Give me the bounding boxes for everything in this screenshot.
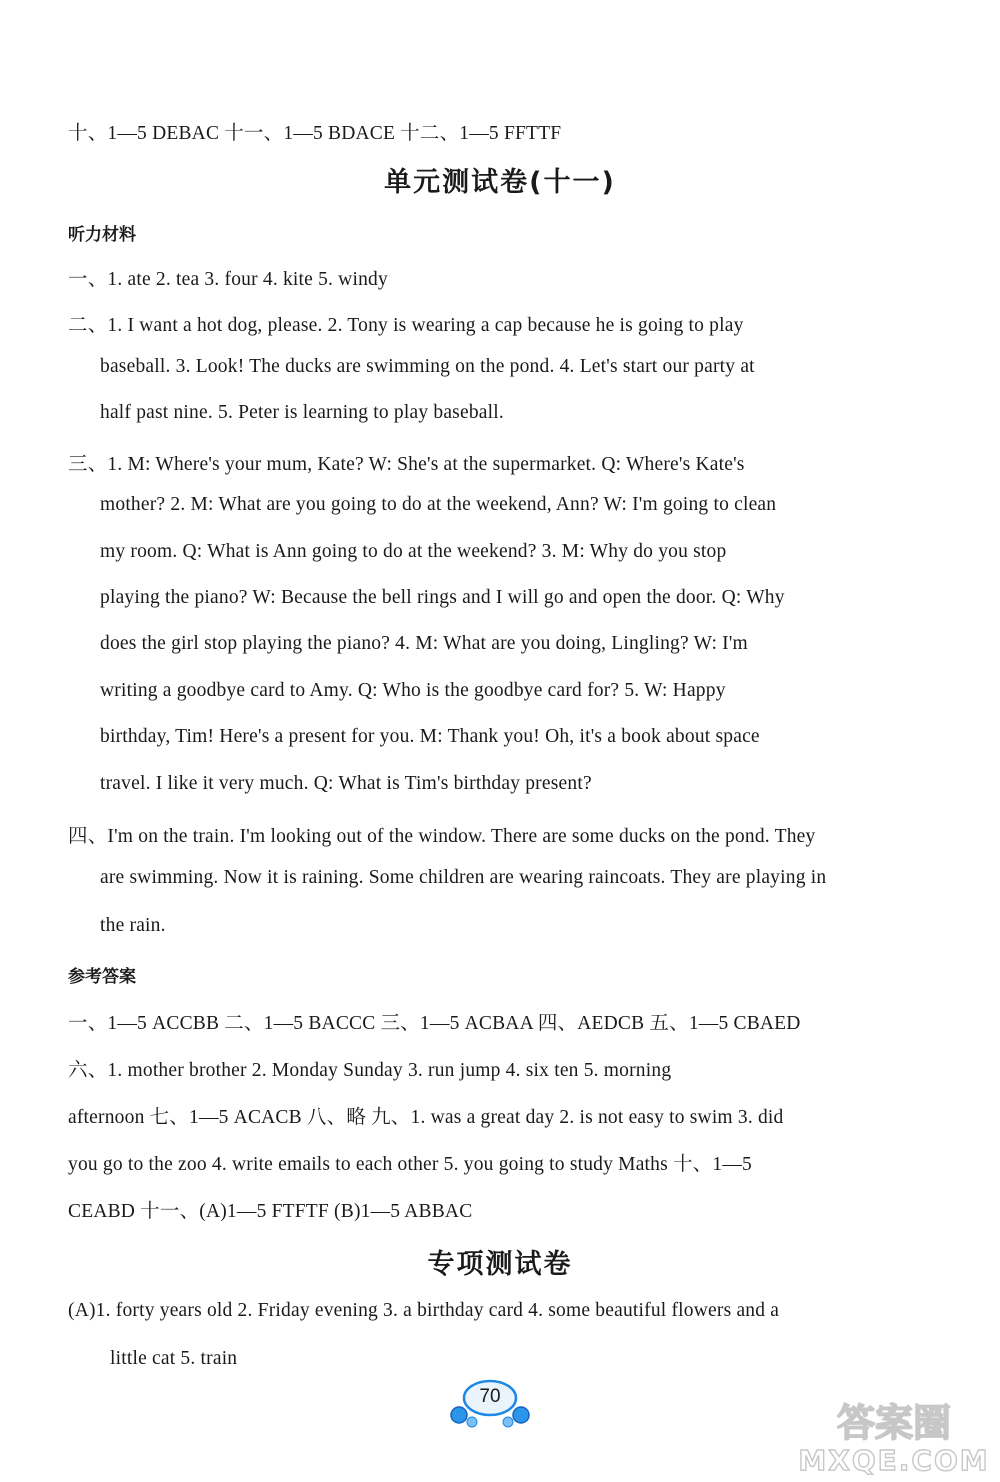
listening-line-7: my room. Q: What is Ann going to do at the weekend? 3. M: Why do you stop bbox=[100, 541, 727, 562]
listening-line-13: 四、I'm on the train. I'm looking out of the window. There are some ducks on the pond. They bbox=[68, 826, 816, 847]
watermark-chinese: 答案圈 bbox=[836, 1401, 952, 1445]
subheading-reference-answers: 参考答案 bbox=[68, 967, 136, 987]
listening-line-4: half past nine. 5. Peter is learning to play baseball. bbox=[100, 402, 504, 423]
listening-line-15: the rain. bbox=[100, 915, 166, 936]
answers-line-3: afternoon 七、1—5 ACACB 八、略 九、1. was a great day 2. is not easy to swim 3. did bbox=[68, 1107, 784, 1128]
listening-line-12: travel. I like it very much. Q: What is Tim's birthday present? bbox=[100, 773, 592, 794]
heading-special-test: 专项测试卷 bbox=[427, 1249, 573, 1280]
answers-line-4: you go to the zoo 4. write emails to each other 5. you going to study Maths 十、1—5 bbox=[68, 1154, 752, 1175]
answers-line-1: 一、1—5 ACCBB 二、1—5 BACCC 三、1—5 ACBAA 四、AEDCB 五、1—5 CBAED bbox=[68, 1013, 801, 1034]
page-number-badge bbox=[448, 1378, 532, 1432]
listening-line-14: are swimming. Now it is raining. Some children are wearing raincoats. They are playing in bbox=[100, 867, 827, 888]
special-test-line-1: (A)1. forty years old 2. Friday evening 3. a birthday card 4. some beautiful flowers and a bbox=[68, 1300, 780, 1321]
listening-line-8: playing the piano? W: Because the bell rings and I will go and open the door. Q: Why bbox=[100, 587, 785, 608]
answer-line-prev-unit: 十、1—5 DEBAC 十一、1—5 BDACE 十二、1—5 FFTTF bbox=[68, 123, 562, 144]
subheading-listening-material: 听力材料 bbox=[68, 225, 136, 245]
answers-line-5: CEABD 十一、(A)1—5 FTFTF (B)1—5 ABBAC bbox=[68, 1201, 473, 1222]
watermark-logo bbox=[794, 1396, 994, 1478]
listening-line-9: does the girl stop playing the piano? 4. M: What are you doing, Lingling? W: I'm bbox=[100, 633, 748, 654]
special-test-line-2: little cat 5. train bbox=[110, 1348, 238, 1369]
listening-line-6: mother? 2. M: What are you going to do at the weekend, Ann? W: I'm going to clean bbox=[100, 494, 777, 515]
listening-line-2: 二、1. I want a hot dog, please. 2. Tony is wearing a cap because he is going to play bbox=[68, 315, 744, 336]
listening-line-11: birthday, Tim! Here's a present for you. M: Thank you! Oh, it's a book about space bbox=[100, 726, 760, 747]
listening-line-5: 三、1. M: Where's your mum, Kate? W: She's at the supermarket. Q: Where's Kate's bbox=[68, 454, 745, 475]
page-number: 70 bbox=[479, 1386, 501, 1407]
listening-line-10: writing a goodbye card to Amy. Q: Who is the goodbye card for? 5. W: Happy bbox=[100, 680, 726, 701]
answers-line-2: 六、1. mother brother 2. Monday Sunday 3. run jump 4. six ten 5. morning bbox=[68, 1060, 672, 1081]
heading-unit-test-11: 单元测试卷(十一) bbox=[384, 167, 616, 198]
watermark-url: MXQE.COM bbox=[798, 1444, 990, 1477]
listening-line-3: baseball. 3. Look! The ducks are swimming on the pond. 4. Let's start our party at bbox=[100, 356, 755, 377]
listening-line-1: 一、1. ate 2. tea 3. four 4. kite 5. windy bbox=[68, 269, 388, 290]
